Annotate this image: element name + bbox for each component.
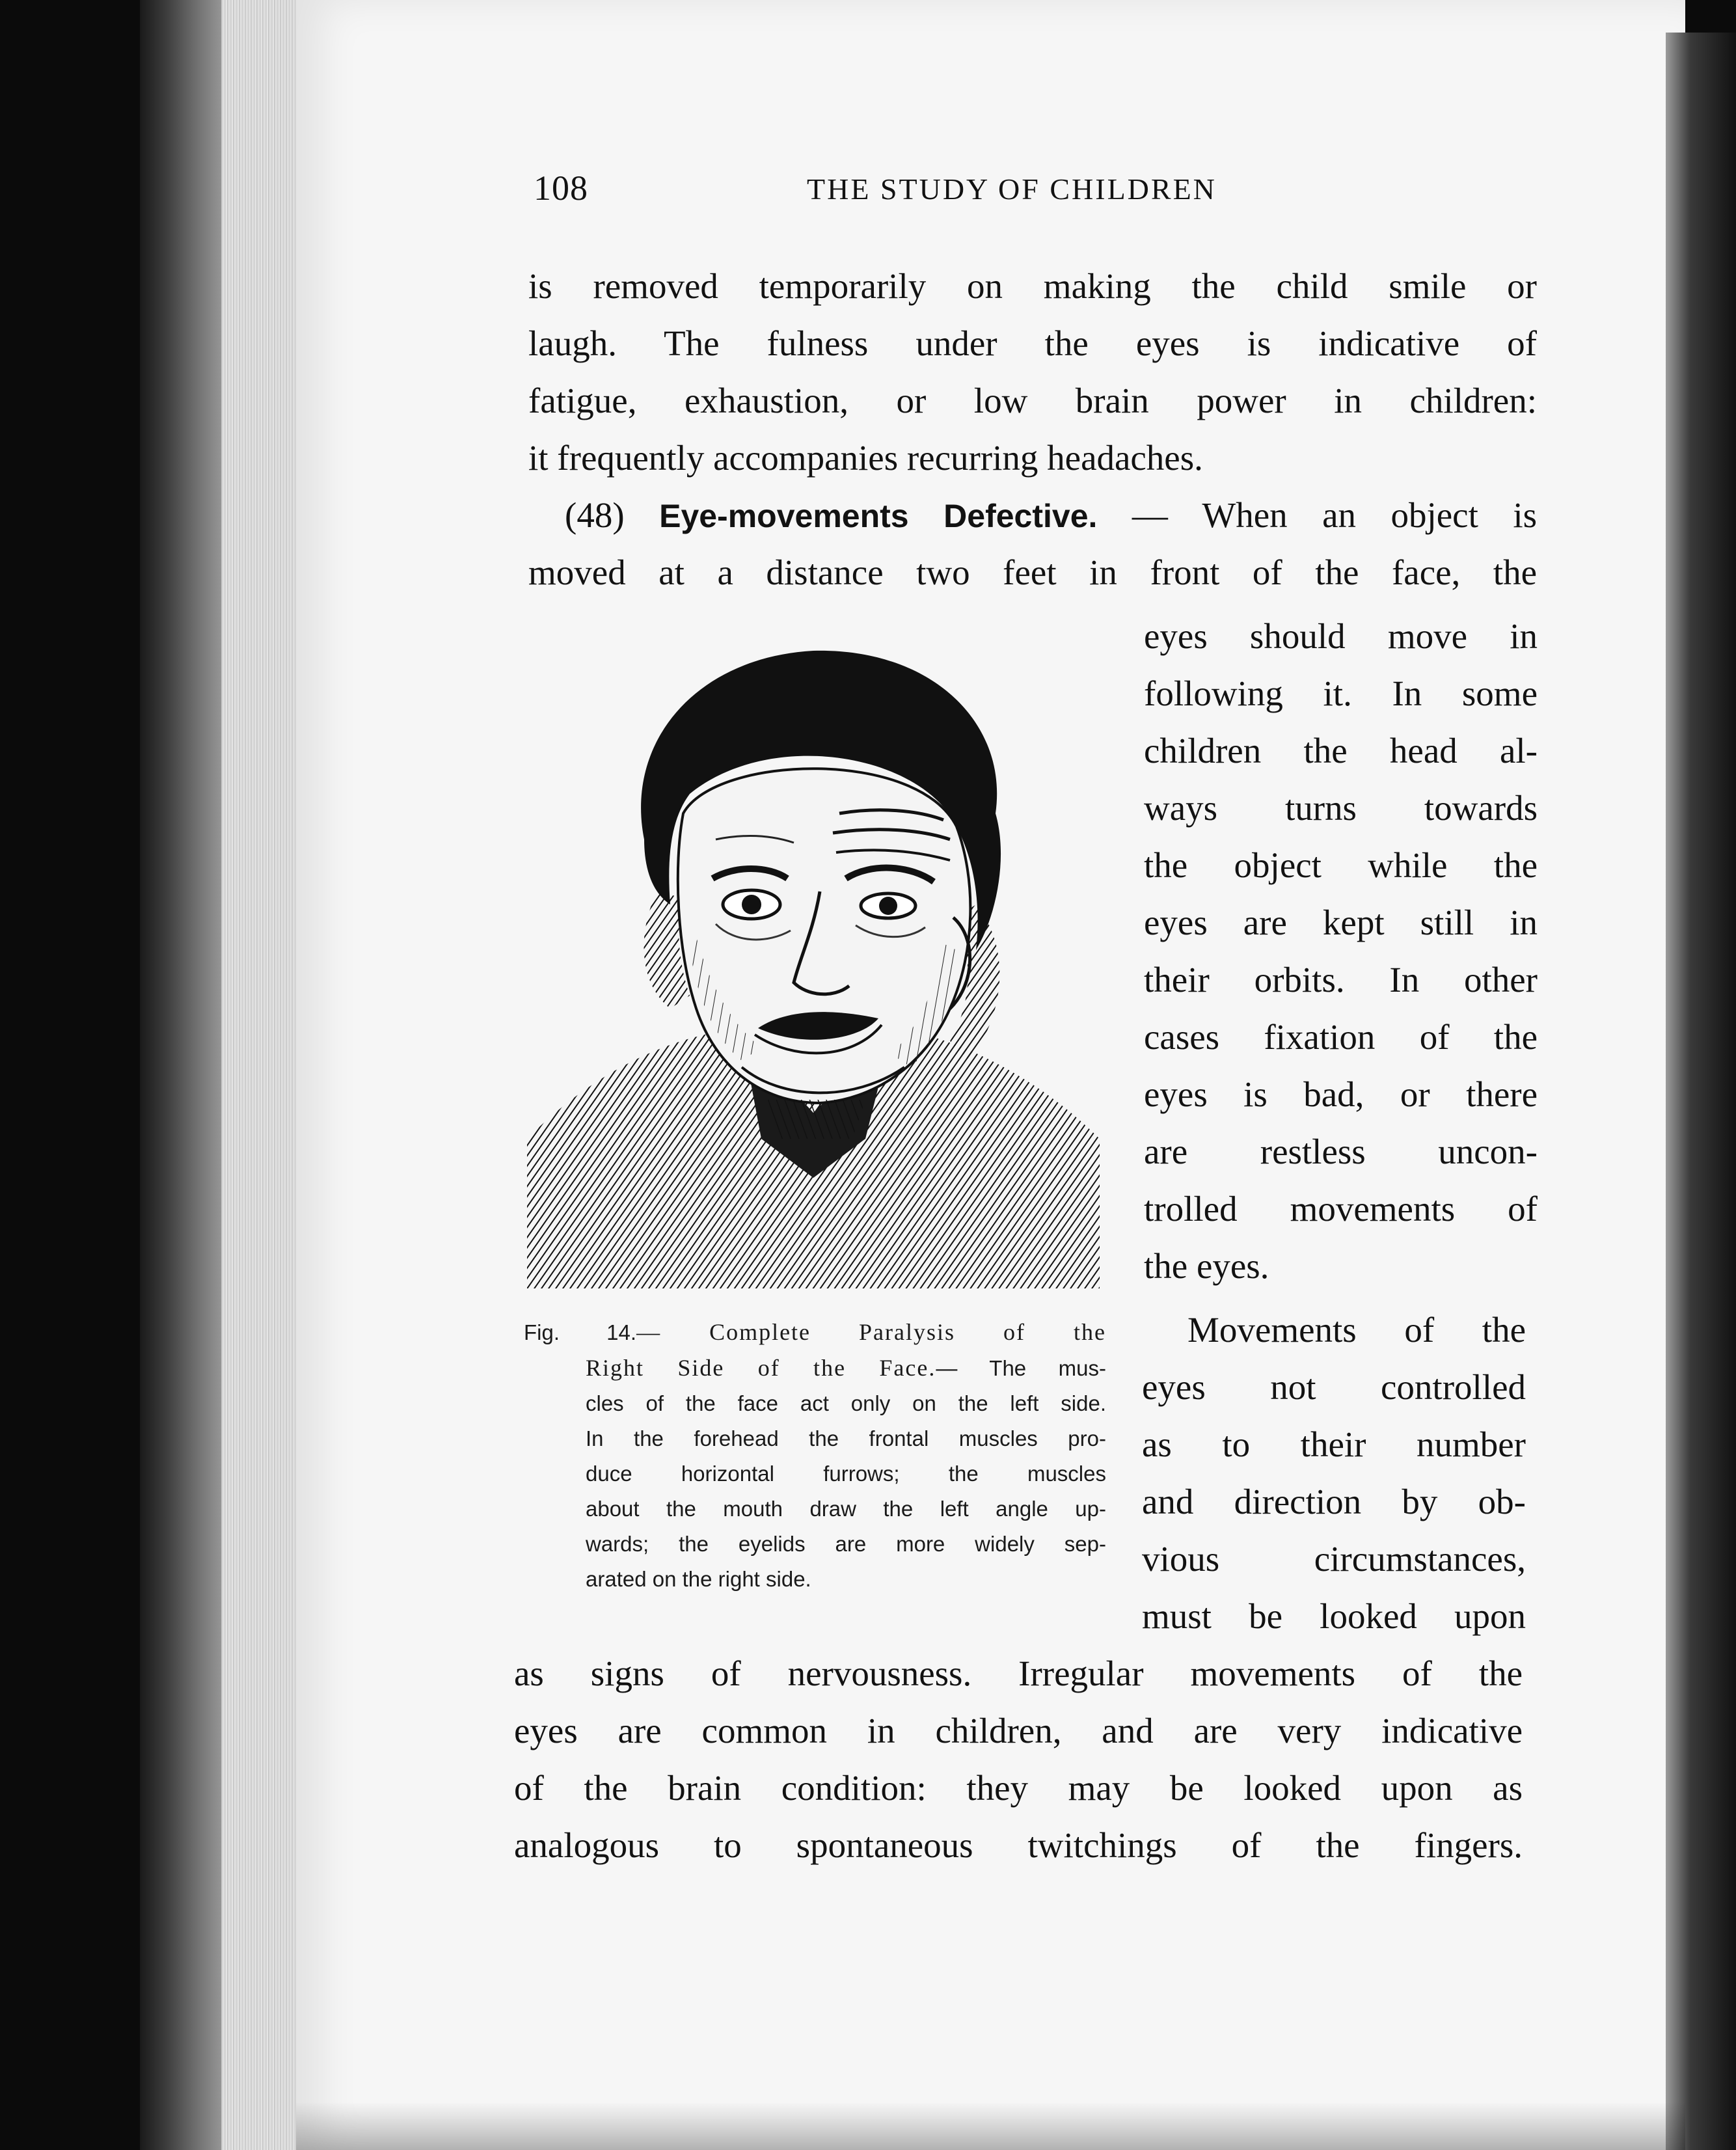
text-line: must be looked upon — [1142, 1596, 1526, 1636]
text-line: children the head al- — [1144, 731, 1538, 770]
text-line: eyes not controlled — [1142, 1367, 1526, 1407]
text-line: fatigue, exhaustion, or low brain power in children: — [528, 381, 1537, 420]
caption-line: In the forehead the frontal muscles pro- — [586, 1426, 1106, 1450]
text-line: as to their number — [1142, 1424, 1526, 1464]
caption-first-line — [524, 1314, 1106, 1350]
text-line: the object while the — [1144, 845, 1538, 885]
figure-caption — [524, 1314, 1106, 1597]
text-line: eyes are kept still in — [1144, 903, 1538, 942]
text-line: eyes are common in children, and are very indicative — [514, 1711, 1523, 1750]
text-line: trolled movements of — [1144, 1189, 1538, 1229]
page-number: 108 — [534, 169, 588, 208]
section-number: (48) — [565, 495, 625, 535]
text-line: following it. In some — [1144, 674, 1538, 713]
text-line: the eyes. — [1144, 1246, 1269, 1286]
caption-second-line — [524, 1350, 1106, 1386]
caption-line: arated on the right side. — [586, 1567, 811, 1591]
caption-line: about the mouth draw the left angle up- — [586, 1497, 1106, 1521]
text-line: are restless uncon- — [1144, 1132, 1538, 1171]
text-line: Movements of the — [1187, 1310, 1526, 1350]
book-right-edge — [1666, 33, 1736, 2150]
text-line: laugh. The fulness under the eyes is indicative of — [528, 323, 1537, 363]
portrait-engraving-image — [527, 644, 1100, 1288]
text-line: vious circumstances, — [1142, 1539, 1526, 1579]
text-line: cases fixation of the — [1144, 1017, 1538, 1057]
page-bottom-shadow — [296, 2102, 1685, 2150]
text-line: their orbits. In other — [1144, 960, 1538, 1000]
caption-line: wards; the eyelids are more widely sep- — [586, 1532, 1106, 1556]
text-line: is removed temporarily on making the child smile or — [528, 266, 1537, 306]
figure-label: Fig. 14. — [524, 1320, 637, 1344]
running-head-title: THE STUDY OF CHILDREN — [807, 172, 1217, 206]
text-line: and direction by ob- — [1142, 1482, 1526, 1521]
text-line: it frequently accompanies recurring headaches. — [528, 438, 1203, 478]
caption-line: cles of the face act only on the left side. — [586, 1391, 1106, 1415]
section-heading: Eye-movements Defective. — [659, 498, 1098, 534]
section-heading-rest: — When an object is — [1132, 495, 1537, 535]
figure-title-part1: — Complete Paralysis of the — [636, 1319, 1106, 1345]
text-line: eyes should move in — [1144, 616, 1538, 656]
section-heading-line — [565, 493, 1537, 539]
text-line: of the brain condition: they may be looked upon as — [514, 1768, 1523, 1808]
running-head — [534, 168, 1282, 220]
text-line: eyes is bad, or there — [1144, 1074, 1538, 1114]
text-line: moved at a distance two feet in front of the face, the — [528, 552, 1537, 592]
text-line: as signs of nervousness. Irregular movements of the — [514, 1653, 1523, 1693]
caption-text: — The mus- — [936, 1356, 1106, 1380]
book-spine-shadow — [140, 0, 224, 2150]
text-line: ways turns towards — [1144, 788, 1538, 828]
text-line: analogous to spontaneous twitchings of the fingers. — [514, 1825, 1523, 1865]
figure-title-part2: Right Side of the Face. — [586, 1355, 936, 1381]
caption-line: duce horizontal furrows; the muscles — [586, 1462, 1106, 1486]
